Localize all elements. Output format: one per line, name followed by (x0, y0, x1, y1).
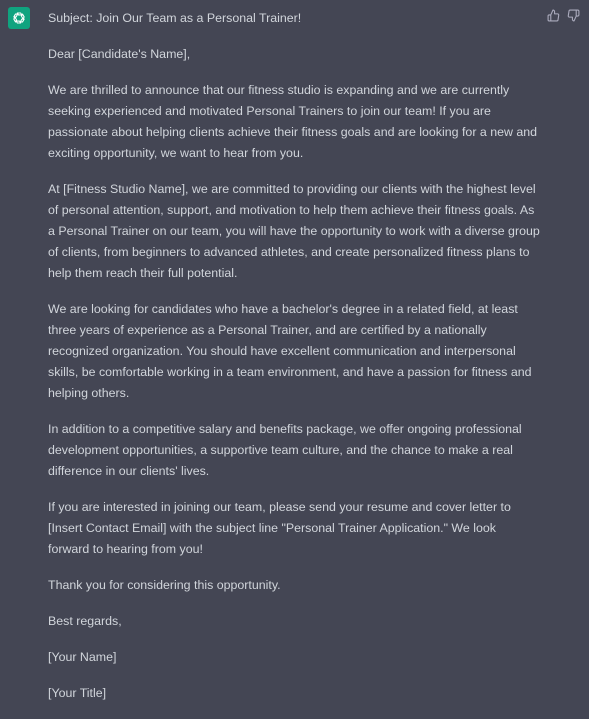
email-closing: Thank you for considering this opportunity. (48, 578, 281, 592)
email-subject: Subject: Join Our Team as a Personal Trainer! (48, 11, 302, 25)
message-content (48, 8, 540, 719)
email-greeting: Dear [Candidate's Name], (48, 47, 191, 61)
assistant-avatar (8, 7, 30, 29)
email-paragraph: At [Fitness Studio Name], we are committed to providing our clients with the highest level of personal attention, support, and motivation to help them achieve their fitness goals. As a Personal Trainer on our team, you will have the opportunity to work with a diverse group of clients, from beginners to advanced athletes, and create personalized fitness plans to help them reach their full potential. (48, 182, 540, 280)
email-paragraph: We are thrilled to announce that our fitness studio is expanding and we are currently seeking experienced and motivated Personal Trainers to join our team! If you are passionate about helping clients achieve their fitness goals and are looking for a new and exciting opportunity, we want to hear from you. (48, 83, 538, 160)
email-paragraph: In addition to a competitive salary and benefits package, we offer ongoing professional development opportunities, a supportive team culture, and the chance to make a real difference in our clients' lives. (48, 422, 522, 478)
email-paragraph: If you are interested in joining our team, please send your resume and cover letter to [Insert Contact Email] with the subject line "Personal Trainer Application." We look forward to hearing from you! (48, 500, 511, 556)
feedback-controls (546, 8, 580, 22)
thumbs-down-button[interactable] (566, 8, 580, 22)
email-signoff: Best regards, (48, 614, 122, 628)
thumbs-up-button[interactable] (546, 8, 560, 22)
email-sender-title: [Your Title] (48, 686, 107, 700)
email-sender-name: [Your Name] (48, 650, 117, 664)
openai-logo-icon (11, 10, 27, 26)
email-paragraph: We are looking for candidates who have a bachelor's degree in a related field, at least three years of experience as a Personal Trainer, and are certified by a nationally recognized organization. You should have excellent communication and interpersonal skills, be comfortable working in a team environment, and have a passion for fitness and helping others. (48, 302, 532, 400)
thumbs-up-icon (547, 9, 560, 22)
thumbs-down-icon (567, 9, 580, 22)
